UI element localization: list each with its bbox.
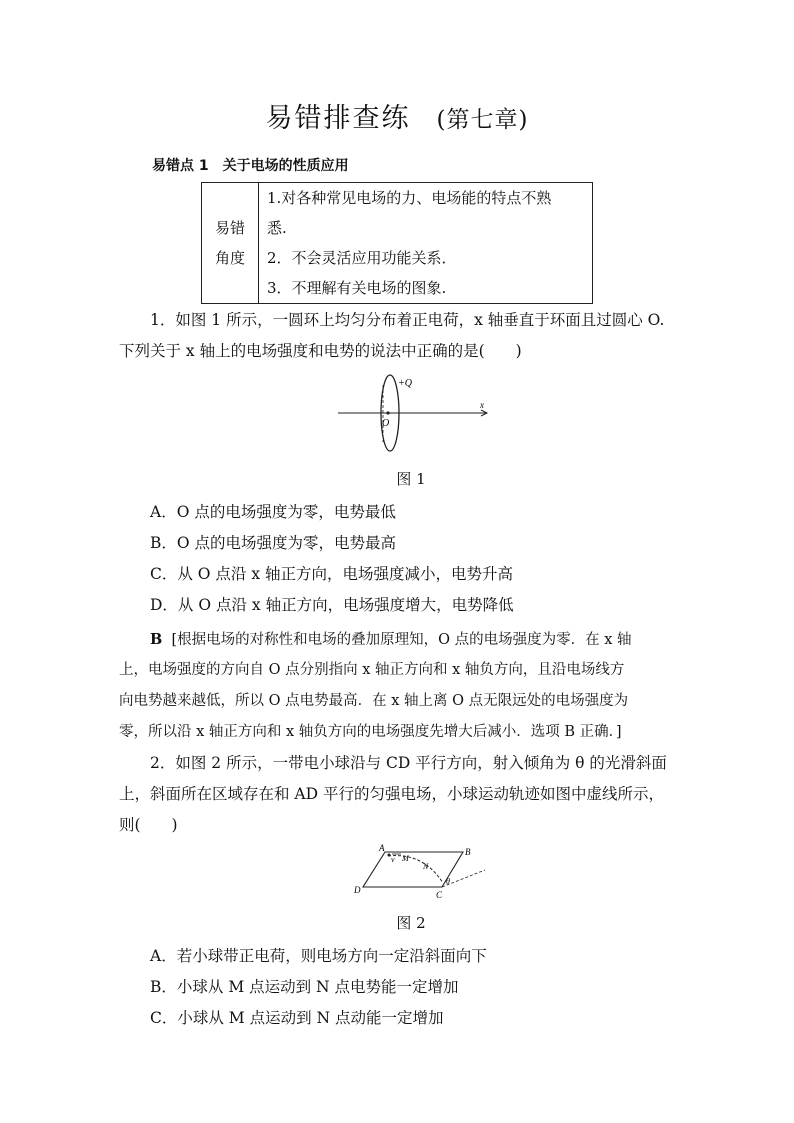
table-left-label-line2: 角度 [214,249,245,267]
q1-answer-letter: B [150,631,163,648]
section-heading [152,155,349,175]
figure-1-caption: 图 1 [396,470,426,488]
table-left-label [202,183,259,304]
q1-option-a: A．O 点的电场强度为零，电势最低 [150,503,396,521]
figure-2-incline [345,840,495,902]
origin-label: O [382,418,390,429]
point-n-label: N [423,862,429,871]
title-main: 易错排查练 [265,103,411,134]
q1-option-b: B．O 点的电场强度为零，电势最高 [150,534,397,552]
point-d-label: D [354,885,361,895]
title-chapter: (第七章) [436,107,529,133]
q2-option-c: C．小球从 M 点运动到 N 点动能一定增加 [150,1009,444,1027]
table-item-2: 2．不会灵活应用功能关系． [259,243,593,273]
theta-label: θ [446,877,450,886]
error-angle-table [201,182,593,304]
table-item-1-cont: 悉. [259,213,593,243]
table-left-label-line1: 易错 [214,219,245,237]
velocity-label: v [391,855,395,864]
table-item-1: 1.对各种常见电场的力、电场能的特点不熟 [259,183,593,214]
charge-label: +Q [398,378,412,389]
axis-label: x [480,400,484,410]
figure-2-caption: 图 2 [396,914,426,932]
q1-answer-line4: 零，所以沿 x 轴正方向和 x 轴负方向的电场强度先增大后减小．选项 B 正确．] [119,724,622,740]
question-2-line2: 上，斜面所在区域存在和 AD 平行的匀强电场，小球运动轨迹如图中虚线所示， [119,785,664,803]
point-a-label: A [379,843,385,853]
question-2-line1: 2．如图 2 所示，一带电小球沿与 CD 平行方向，射入倾角为 θ 的光滑斜面 [150,754,667,772]
figure-1-ring [330,372,500,460]
point-m-label: M [402,854,409,863]
q1-option-d: D．从 O 点沿 x 轴正方向，电场强度增大，电势降低 [150,596,514,614]
table-item-3: 3．不理解有关电场的图象. [259,273,593,304]
q2-option-a: A．若小球带正电荷，则电场方向一定沿斜面向下 [150,947,487,965]
question-2-line3: 则( ) [119,816,178,834]
q1-answer-line3: 向电势越来越低，所以 O 点电势最高．在 x 轴上离 O 点无限远处的电场强度为 [119,693,629,709]
trajectory-path [388,856,443,883]
section-label: 易错点 1 [152,158,209,174]
q2-option-b: B．小球从 M 点运动到 N 点电势能一定增加 [150,978,459,996]
q1-answer-line2: 上，电场强度的方向自 O 点分别指向 x 轴正方向和 x 轴负方向，且沿电场线方 [119,662,625,678]
section-text: 关于电场的性质应用 [222,158,349,174]
question-1-line2: 下列关于 x 轴上的电场强度和电势的说法中正确的是( ) [119,342,522,360]
page-title [0,96,794,135]
question-1-line1: 1．如图 1 所示，一圆环上均匀分布着正电荷，x 轴垂直于环面且过圆心 O. [150,311,665,329]
q1-answer-line1 [119,624,679,656]
q1-answer-text-1: [根据电场的对称性和电场的叠加原理知，O 点的电场强度为零．在 x 轴 [171,632,632,648]
point-c-label: C [436,890,443,900]
point-b-label: B [465,847,471,857]
origin-point [386,411,389,414]
q1-option-c: C．从 O 点沿 x 轴正方向，电场强度减小，电势升高 [150,565,514,583]
